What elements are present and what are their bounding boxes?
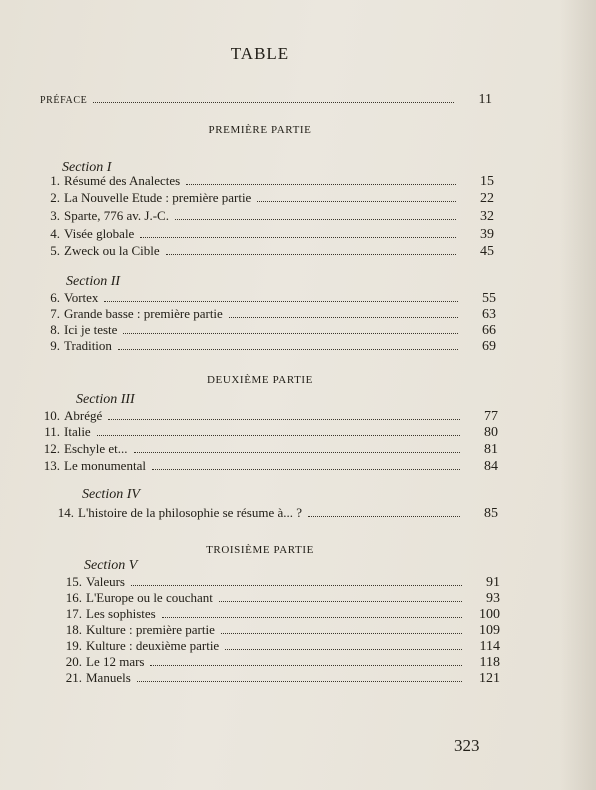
- entry-title: Manuels: [86, 670, 131, 685]
- toc-entry: [42, 226, 494, 243]
- dot-leader: [219, 600, 462, 602]
- entry-number: 17.: [65, 606, 82, 621]
- entry-title: Kulture : deuxième partie: [86, 638, 220, 653]
- entry-title: Vortex: [64, 290, 99, 305]
- page-number: 93: [486, 591, 500, 606]
- dot-leader: [118, 348, 458, 350]
- page-number: 85: [484, 506, 498, 521]
- preface-entry: [40, 92, 492, 108]
- entry-number: 14.: [57, 505, 74, 520]
- page-number: 15: [480, 174, 494, 189]
- entry-title: Les sophistes: [86, 606, 156, 621]
- part-heading: DEUXIÈME PARTIE: [206, 374, 313, 386]
- toc-entry: [64, 574, 500, 591]
- dot-leader: [97, 434, 460, 436]
- section-heading: Section II: [66, 274, 121, 289]
- dot-leader: [229, 316, 458, 318]
- entry-number: 21.: [65, 670, 82, 685]
- entry-title: Valeurs: [86, 574, 125, 589]
- dot-leader: [150, 664, 462, 666]
- entry-title: Abrégé: [64, 408, 103, 423]
- entry-number: 13.: [43, 458, 60, 473]
- dot-leader: [175, 218, 456, 220]
- toc-entry: [42, 322, 496, 339]
- entry-title: Zweck ou la Cible: [64, 243, 160, 258]
- entry-title: Grande basse : première partie: [64, 306, 223, 321]
- page-number: 121: [479, 671, 500, 686]
- page-number: 109: [479, 623, 500, 638]
- dot-leader: [152, 468, 460, 470]
- preface-label: PRÉFACE: [40, 95, 88, 106]
- toc-entry: [42, 408, 498, 425]
- entry-number: 20.: [65, 654, 82, 669]
- toc-entry: [42, 243, 494, 260]
- entry-number: 1.: [50, 173, 60, 188]
- entry-number: 4.: [50, 226, 60, 241]
- toc-entry: [56, 505, 498, 522]
- section-heading: Section IV: [82, 487, 140, 502]
- entry-title: Sparte, 776 av. J.-C.: [64, 208, 169, 223]
- entry-number: 6.: [50, 290, 60, 305]
- dot-leader: [134, 451, 460, 453]
- dot-leader: [308, 515, 460, 517]
- part-heading: PREMIÈRE PARTIE: [208, 124, 312, 136]
- entry-number: 3.: [50, 208, 60, 223]
- section-heading: Section III: [76, 392, 135, 407]
- page-number: 84: [484, 459, 498, 474]
- entry-title: Le monumental: [64, 458, 146, 473]
- dot-leader: [131, 584, 462, 586]
- toc-entry: [64, 638, 500, 655]
- entry-title: Tradition: [64, 338, 112, 353]
- entry-title: Résumé des Analectes: [64, 173, 181, 188]
- toc-entry: [64, 606, 500, 623]
- dot-leader: [221, 632, 462, 634]
- toc-entry: [42, 173, 494, 190]
- page-number: 32: [480, 209, 494, 224]
- entry-title: Kulture : première partie: [86, 622, 215, 637]
- toc-entry: [42, 290, 496, 307]
- entry-number: 19.: [65, 638, 82, 653]
- toc-entry: [42, 190, 494, 207]
- section-heading: Section I: [62, 160, 112, 175]
- entry-number: 9.: [50, 338, 60, 353]
- toc-entry: [42, 458, 498, 475]
- dot-leader: [225, 648, 462, 650]
- page-number: 39: [480, 227, 494, 242]
- entry-number: 2.: [50, 190, 60, 205]
- page-number: 100: [479, 607, 500, 622]
- toc-entry: [64, 670, 500, 687]
- part-heading: TROISIÈME PARTIE: [206, 544, 314, 556]
- page-number: 114: [479, 639, 500, 654]
- dot-leader: [186, 183, 456, 185]
- page-number: 118: [479, 655, 500, 670]
- toc-entry: [42, 441, 498, 458]
- dot-leader: [123, 332, 458, 334]
- entry-title: L'Europe ou le couchant: [86, 590, 213, 605]
- dot-leader: [93, 101, 454, 103]
- entry-title: Italie: [64, 424, 91, 439]
- dot-leader: [140, 236, 456, 238]
- entry-number: 10.: [43, 408, 60, 423]
- page-number: 66: [482, 323, 496, 338]
- toc-entry: [64, 622, 500, 639]
- entry-number: 8.: [50, 322, 60, 337]
- entry-title: Visée globale: [64, 226, 135, 241]
- page-number: 55: [482, 291, 496, 306]
- entry-number: 5.: [50, 243, 60, 258]
- toc-entry: [64, 654, 500, 671]
- dot-leader: [162, 616, 462, 618]
- toc-entry: [42, 306, 496, 323]
- entry-number: 18.: [65, 622, 82, 637]
- dot-leader: [166, 253, 456, 255]
- page-number: 81: [484, 442, 498, 457]
- folio-page-number: 323: [454, 736, 480, 755]
- dot-leader: [108, 418, 460, 420]
- entry-title: Le 12 mars: [86, 654, 145, 669]
- page-title: TABLE: [230, 44, 290, 63]
- page-shadow: [560, 0, 596, 790]
- page-number: 91: [486, 575, 500, 590]
- toc-entry: [42, 424, 498, 441]
- entry-number: 15.: [65, 574, 82, 589]
- page-number: 11: [478, 92, 492, 107]
- entry-title: Eschyle et...: [64, 441, 128, 456]
- entry-number: 11.: [44, 424, 60, 439]
- page-number: 77: [484, 409, 498, 424]
- entry-number: 16.: [65, 590, 82, 605]
- toc-entry: [42, 208, 494, 225]
- dot-leader: [137, 680, 462, 682]
- section-heading: Section V: [84, 558, 138, 573]
- page-number: 69: [482, 339, 496, 354]
- page-number: 80: [484, 425, 498, 440]
- toc-entry: [64, 590, 500, 607]
- page-number: 63: [482, 307, 496, 322]
- dot-leader: [104, 300, 458, 302]
- entry-number: 7.: [50, 306, 60, 321]
- dot-leader: [257, 200, 456, 202]
- page-number: 45: [480, 244, 494, 259]
- entry-number: 12.: [43, 441, 60, 456]
- entry-title: La Nouvelle Etude : première partie: [64, 190, 252, 205]
- entry-title: L'histoire de la philosophie se résume à... ?: [78, 505, 303, 520]
- page-number: 22: [480, 191, 494, 206]
- entry-title: Ici je teste: [64, 322, 118, 337]
- toc-entry: [42, 338, 496, 355]
